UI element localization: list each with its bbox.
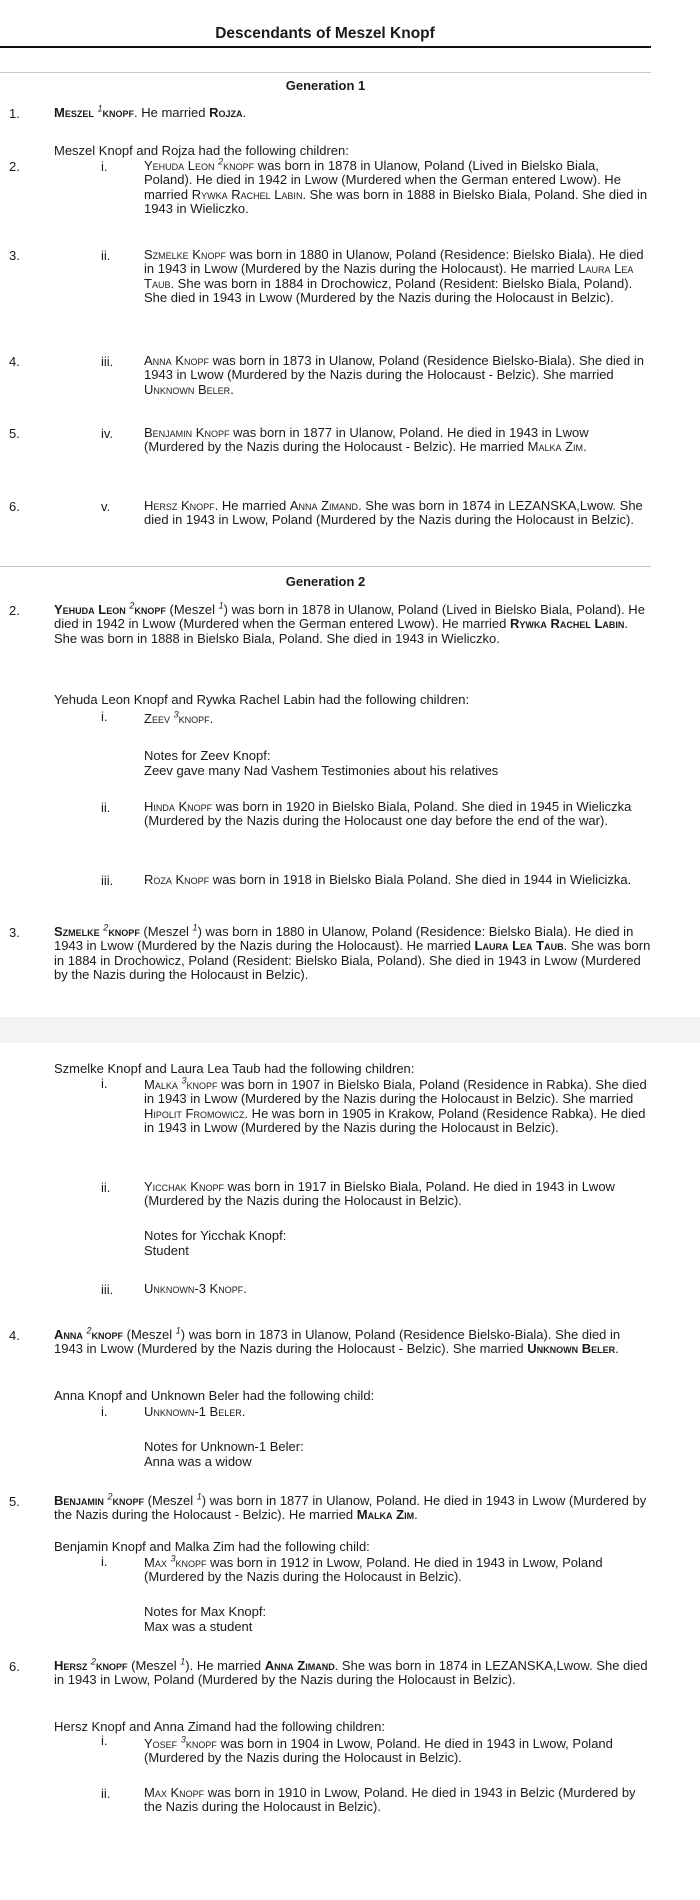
child-number: 5. bbox=[9, 426, 20, 441]
person-number: 3. bbox=[9, 925, 20, 940]
child-roman: i. bbox=[101, 1404, 108, 1419]
child-roman: i. bbox=[101, 1076, 108, 1091]
child-text: Benjamin Knopf was born in 1877 in Ulanow, Poland. He died in 1943 in Lwow (Murdered by the Nazis during the Holocaust - Belzic). He married Malka Zim. bbox=[144, 425, 589, 455]
children-intro: Yehuda Leon Knopf and Rywka Rachel Labin had the following children: bbox=[54, 692, 470, 707]
person-text: Meszel $^1$knopf. He married Rojza. bbox=[54, 103, 247, 120]
child-text: Szmelke Knopf was born in 1880 in Ulanow, Poland (Residence: Bielsko Biala). He died in 1943 in Lwow (Murdered by the Nazis during the Holocaust). He married Laura Lea Taub. She was born in 1884 in Drochowicz, Poland (Resident: Bielsko Biala, Poland). She died in 1943 in Lwow (Murdered by the Nazis during the Holocaust in Belzic). bbox=[144, 247, 644, 306]
child-roman: iv. bbox=[101, 426, 114, 441]
child-roman: iii. bbox=[101, 1282, 114, 1297]
child-roman: i. bbox=[101, 159, 108, 174]
children-intro: Benjamin Knopf and Malka Zim had the following child: bbox=[54, 1539, 370, 1554]
note-title: Notes for Max Knopf: bbox=[144, 1604, 267, 1619]
child-text: Unknown-1 Beler. bbox=[144, 1404, 246, 1419]
children-intro: Hersz Knopf and Anna Zimand had the following children: bbox=[54, 1719, 385, 1734]
document-title: Descendants of Meszel Knopf bbox=[215, 25, 435, 42]
children-intro: Szmelke Knopf and Laura Lea Taub had the following children: bbox=[54, 1061, 415, 1076]
child-number: 4. bbox=[9, 354, 20, 369]
person-number: 4. bbox=[9, 1328, 20, 1343]
child-text: Malka $^3$knopf was born in 1907 in Bielsko Biala, Poland (Residence in Rabka). She died in 1943 in Lwow (Murdered by the Nazis during the Holocaust in Belzic). She married Hipolit Fromowicz. He was born in 1905 in Krakow, Poland (Residence Rabka). He died in 1943 in Lwow (Murdered by the Nazis during the Holocaust in Belzic). bbox=[144, 1075, 647, 1136]
child-roman: ii. bbox=[101, 800, 111, 815]
note-text: Zeev gave many Nad Vashem Testimonies about his relatives bbox=[144, 763, 499, 778]
child-number: 2. bbox=[9, 159, 20, 174]
child-text: Yosef $^3$knopf was born in 1904 in Lwow, Poland. He died in 1943 in Lwow, Poland (Murdered by the Nazis during the Holocaust in Belzic). bbox=[144, 1734, 613, 1766]
person-number: 1. bbox=[9, 106, 20, 121]
child-text: Roza Knopf was born in 1918 in Bielsko Biala Poland. She died in 1944 in Wielicizka. bbox=[144, 872, 632, 887]
child-roman: iii. bbox=[101, 873, 114, 888]
note-text: Max was a student bbox=[144, 1619, 253, 1634]
child-roman: ii. bbox=[101, 1180, 111, 1195]
note-text: Student bbox=[144, 1243, 189, 1258]
generation-rule bbox=[0, 72, 651, 73]
child-roman: ii. bbox=[101, 1786, 111, 1801]
child-roman: i. bbox=[101, 1733, 108, 1748]
child-text: Unknown-3 Knopf. bbox=[144, 1281, 247, 1296]
child-text: Yehuda Leon $^2$knopf was born in 1878 in Ulanow, Poland (Lived in Bielsko Biala, Poland). He died in 1942 in Lwow (Murdered when the German entered Lwow). He married Rywka Rachel Labin. She was born in 1888 in Bielsko Biala, Poland. She died in 1943 in Wieliczko. bbox=[144, 156, 648, 217]
child-roman: ii. bbox=[101, 248, 111, 263]
generation-number: 1 bbox=[97, 103, 103, 114]
generation-rule bbox=[0, 566, 651, 567]
person-text: Benjamin $^2$knopf (Meszel $^1$) was born in 1877 in Ulanow, Poland. He died in 1943 in Lwow (Murdered by the Nazis during the Holocaust - Belzic). He married Malka Zim. bbox=[54, 1491, 647, 1523]
generation-heading: Generation 2 bbox=[285, 574, 366, 589]
person-text: Yehuda Leon $^2$knopf (Meszel $^1$) was born in 1878 in Ulanow, Poland (Lived in Bielsko Biala, Poland). He died in 1942 in Lwow (Murdered when the German entered Lwow). He married Rywka Rachel Labin. She was born in 1888 in Bielsko Biala, Poland. She died in 1943 in Wieliczko. bbox=[54, 600, 645, 646]
child-number: 3. bbox=[9, 248, 20, 263]
person-name: Meszel bbox=[54, 105, 94, 120]
child-text: Yicchak Knopf was born in 1917 in Bielsko Biala, Poland. He died in 1943 in Lwow (Murdered by the Nazis during the Holocaust in Belzic). bbox=[144, 1179, 615, 1209]
child-text: Max $^3$knopf was born in 1912 in Lwow, Poland. He died in 1943 in Lwow, Poland (Murdered by the Nazis during the Holocaust in Belzic). bbox=[144, 1553, 603, 1585]
person-number: 2. bbox=[9, 603, 20, 618]
children-intro: Anna Knopf and Unknown Beler had the following child: bbox=[54, 1388, 375, 1403]
child-text: Hinda Knopf was born in 1920 in Bielsko Biala, Poland. She died in 1945 in Wieliczka (Murdered by the Nazis during the Holocaust one day before the end of the war). bbox=[144, 799, 632, 829]
note-title: Notes for Zeev Knopf: bbox=[144, 748, 271, 763]
spouse-name: Rojza bbox=[209, 105, 243, 120]
child-text: Hersz Knopf. He married Anna Zimand. She was born in 1874 in LEZANSKA,Lwow. She died in 1943 in Lwow, Poland (Murdered by the Nazis during the Holocaust in Belzic). bbox=[144, 498, 643, 528]
child-roman: iii. bbox=[101, 354, 114, 369]
child-roman: i. bbox=[101, 709, 108, 724]
person-number: 6. bbox=[9, 1659, 20, 1674]
child-number: 6. bbox=[9, 499, 20, 514]
children-intro: Meszel Knopf and Rojza had the following children: bbox=[54, 143, 349, 158]
child-text: Anna Knopf was born in 1873 in Ulanow, Poland (Residence Bielsko-Biala). She died in 1943 in Lwow (Murdered by the Nazis during the Holocaust - Belzic). She married Unknown Beler. bbox=[144, 353, 644, 397]
generation-heading: Generation 1 bbox=[285, 78, 366, 93]
child-roman: v. bbox=[101, 499, 111, 514]
note-text: Anna was a widow bbox=[144, 1454, 252, 1469]
title-rule bbox=[0, 46, 651, 48]
person-number: 5. bbox=[9, 1494, 20, 1509]
person-surname: knopf bbox=[102, 105, 134, 120]
person-text: Szmelke $^2$knopf (Meszel $^1$) was born in 1880 in Ulanow, Poland (Residence: Bielsko Biala). He died in 1943 in Lwow (Murdered by the Nazis during the Holocaust). He married Laura Lea Taub. She was born in 1884 in Drochowicz, Poland (Resident: Bielsko Biala, Poland). She died in 1943 in Lwow (Murdered by the Nazis during the Holocaust in Belzic). bbox=[54, 922, 651, 983]
person-text: Hersz $^2$knopf (Meszel $^1$). He married Anna Zimand. She was born in 1874 in LEZANSKA,Lwow. She died in 1943 in Lwow, Poland (Murdered by the Nazis during the Holocaust in Belzic). bbox=[54, 1656, 648, 1688]
page-break-band bbox=[0, 1017, 700, 1043]
child-text: Zeev $^3$knopf. bbox=[144, 709, 214, 726]
note-title: Notes for Yicchak Knopf: bbox=[144, 1228, 287, 1243]
note-title: Notes for Unknown-1 Beler: bbox=[144, 1439, 304, 1454]
child-text: Max Knopf was born in 1910 in Lwow, Poland. He died in 1943 in Belzic (Murdered by the Nazis during the Holocaust in Belzic). bbox=[144, 1785, 636, 1815]
person-text: Anna $^2$knopf (Meszel $^1$) was born in 1873 in Ulanow, Poland (Residence Bielsko-Biala). She died in 1943 in Lwow (Murdered by the Nazis during the Holocaust - Belzic). She married Unknown Beler. bbox=[54, 1325, 621, 1357]
child-roman: i. bbox=[101, 1554, 108, 1569]
